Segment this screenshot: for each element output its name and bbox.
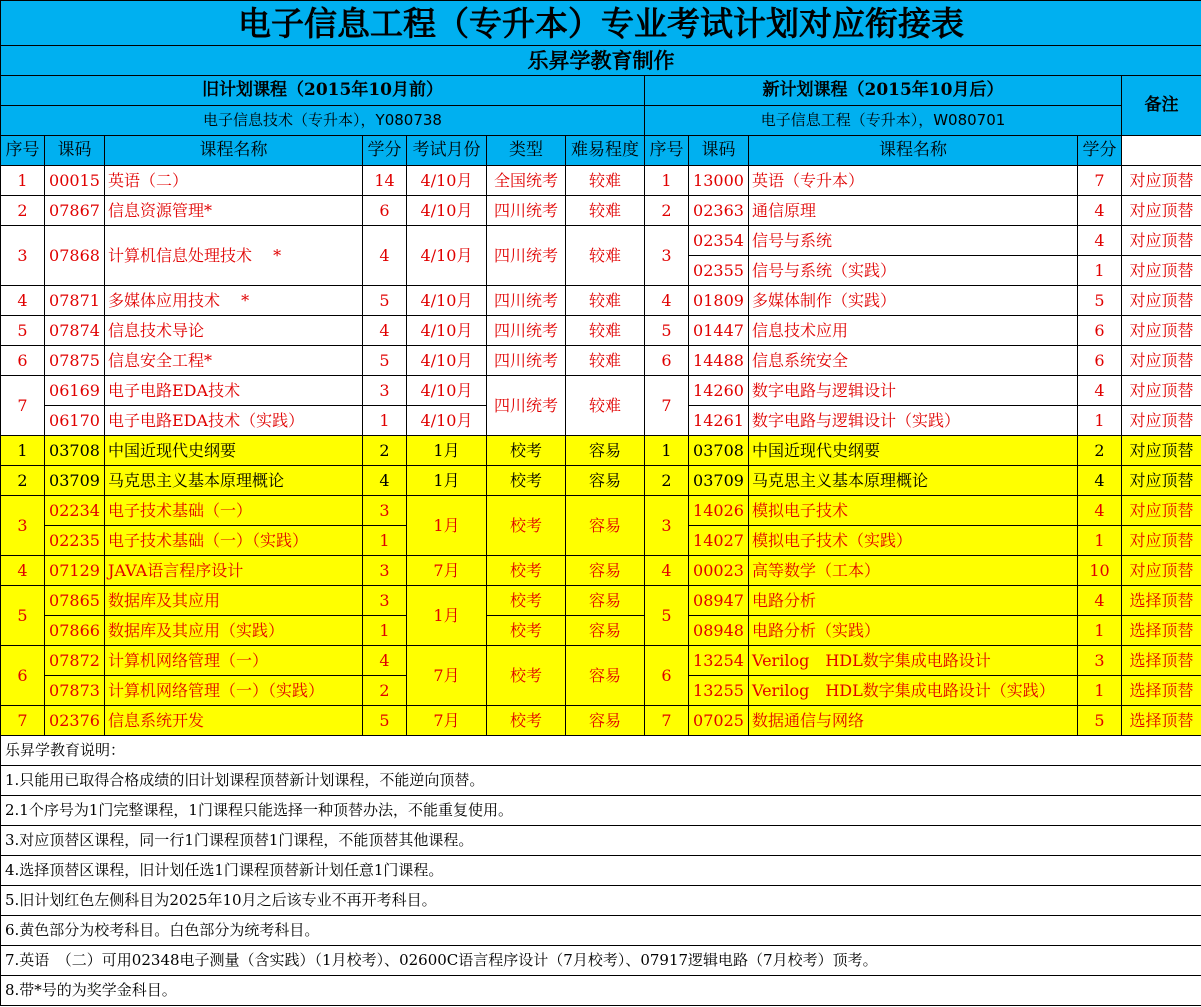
new-code: 13254 (689, 646, 749, 676)
remark: 对应顶替 (1122, 436, 1201, 466)
old-type: 校考 (487, 616, 566, 646)
new-credit: 6 (1078, 346, 1122, 376)
new-code: 00023 (689, 556, 749, 586)
note-line: 7.英语 （二）可用02348电子测量（含实践）（1月校考）、02600C语言程序设计（7月校考）、07917逻辑电路（7月校考）顶考。 (1, 946, 1201, 976)
new-name: Verilog HDL数字集成电路设计 (749, 646, 1078, 676)
old-month: 4/10月 (407, 226, 487, 286)
old-month: 7月 (407, 646, 487, 706)
new-code: 14261 (689, 406, 749, 436)
old-credit: 3 (363, 556, 407, 586)
old-code: 07866 (45, 616, 105, 646)
table-row (1, 226, 1201, 256)
old-credit: 5 (363, 346, 407, 376)
new-name: 信号与系统（实践） (749, 256, 1078, 286)
remark: 对应顶替 (1122, 376, 1201, 406)
remark: 选择顶替 (1122, 706, 1201, 736)
old-seq: 3 (1, 496, 45, 556)
new-name: 中国近现代史纲要 (749, 436, 1078, 466)
old-difficulty: 较难 (566, 346, 645, 376)
new-code: 01809 (689, 286, 749, 316)
new-name: 信息系统安全 (749, 346, 1078, 376)
new-plan-heading: 新计划课程（2015年10月后） (645, 76, 1122, 106)
note-line: 4.选择顶替区课程，旧计划任选1门课程顶替新计划任意1门课程。 (1, 856, 1201, 886)
new-seq: 6 (645, 646, 689, 706)
new-seq: 2 (645, 196, 689, 226)
old-credit: 3 (363, 376, 407, 406)
note-line: 2.1个序号为1门完整课程，1门课程只能选择一种顶替办法，不能重复使用。 (1, 796, 1201, 826)
old-seq: 4 (1, 286, 45, 316)
note-line: 1.只能用已取得合格成绩的旧计划课程顶替新计划课程，不能逆向顶替。 (1, 766, 1201, 796)
old-difficulty: 容易 (566, 646, 645, 706)
new-code: 08948 (689, 616, 749, 646)
new-seq: 6 (645, 346, 689, 376)
old-month: 4/10月 (407, 376, 487, 406)
old-difficulty: 容易 (566, 496, 645, 556)
remark: 对应顶替 (1122, 256, 1201, 286)
new-code: 14260 (689, 376, 749, 406)
old-name: JAVA语言程序设计 (105, 556, 363, 586)
remark-heading: 备注 (1122, 76, 1201, 136)
old-seq: 7 (1, 376, 45, 436)
old-code: 07875 (45, 346, 105, 376)
old-difficulty: 容易 (566, 586, 645, 616)
old-difficulty: 较难 (566, 226, 645, 286)
new-code: 02354 (689, 226, 749, 256)
remark: 对应顶替 (1122, 496, 1201, 526)
new-credit: 5 (1078, 706, 1122, 736)
old-credit: 4 (363, 466, 407, 496)
new-credit: 5 (1078, 286, 1122, 316)
old-month: 7月 (407, 556, 487, 586)
old-credit: 1 (363, 616, 407, 646)
maker-label: 乐昇学教育制作 (1, 46, 1201, 76)
old-credit: 14 (363, 166, 407, 196)
note-line: 5.旧计划红色左侧科目为2025年10月之后该专业不再开考科目。 (1, 886, 1201, 916)
old-name: 英语（二） (105, 166, 363, 196)
new-seq: 7 (645, 376, 689, 436)
new-seq: 4 (645, 556, 689, 586)
new-name: 数字电路与逻辑设计 (749, 376, 1078, 406)
old-credit: 2 (363, 676, 407, 706)
old-code: 07867 (45, 196, 105, 226)
old-difficulty: 较难 (566, 196, 645, 226)
old-type: 校考 (487, 646, 566, 706)
new-credit: 4 (1078, 376, 1122, 406)
old-type: 四川统考 (487, 346, 566, 376)
old-month: 4/10月 (407, 166, 487, 196)
old-credit: 4 (363, 226, 407, 286)
new-code: 02355 (689, 256, 749, 286)
new-name: 马克思主义基本原理概论 (749, 466, 1078, 496)
new-credit: 1 (1078, 406, 1122, 436)
col-name-new: 课程名称 (749, 136, 1078, 166)
old-type: 四川统考 (487, 196, 566, 226)
new-credit: 2 (1078, 436, 1122, 466)
old-name: 马克思主义基本原理概论 (105, 466, 363, 496)
old-difficulty: 较难 (566, 316, 645, 346)
old-credit: 4 (363, 646, 407, 676)
new-seq: 5 (645, 586, 689, 646)
old-name: 信息资源管理* (105, 196, 363, 226)
old-month: 1月 (407, 496, 487, 556)
old-name: 信息系统开发 (105, 706, 363, 736)
col-month: 考试月份 (407, 136, 487, 166)
new-code: 03708 (689, 436, 749, 466)
old-code: 06169 (45, 376, 105, 406)
remark: 选择顶替 (1122, 616, 1201, 646)
old-code: 07872 (45, 646, 105, 676)
new-code: 14027 (689, 526, 749, 556)
new-seq: 3 (645, 496, 689, 556)
remark: 选择顶替 (1122, 676, 1201, 706)
col-type: 类型 (487, 136, 566, 166)
old-seq: 5 (1, 586, 45, 646)
old-type: 校考 (487, 466, 566, 496)
old-name: 电子技术基础（一） (105, 496, 363, 526)
table-row (1, 346, 1201, 376)
new-credit: 4 (1078, 226, 1122, 256)
remark: 对应顶替 (1122, 286, 1201, 316)
table-row (1, 586, 1201, 616)
new-code: 08947 (689, 586, 749, 616)
old-code: 00015 (45, 166, 105, 196)
new-credit: 4 (1078, 466, 1122, 496)
new-name: 通信原理 (749, 196, 1078, 226)
remark: 对应顶替 (1122, 196, 1201, 226)
old-name: 信息安全工程* (105, 346, 363, 376)
note-line: 3.对应顶替区课程，同一行1门课程顶替1门课程，不能顶替其他课程。 (1, 826, 1201, 856)
new-credit: 4 (1078, 586, 1122, 616)
old-name: 计算机网络管理（一）（实践） (105, 676, 363, 706)
new-code: 07025 (689, 706, 749, 736)
new-credit: 3 (1078, 646, 1122, 676)
remark: 对应顶替 (1122, 466, 1201, 496)
old-type: 校考 (487, 556, 566, 586)
table-row (1, 496, 1201, 526)
col-credit-new: 学分 (1078, 136, 1122, 166)
new-name: 信号与系统 (749, 226, 1078, 256)
remark: 对应顶替 (1122, 226, 1201, 256)
old-difficulty: 容易 (566, 616, 645, 646)
table-row (1, 466, 1201, 496)
new-credit: 6 (1078, 316, 1122, 346)
old-type: 四川统考 (487, 376, 566, 436)
new-credit: 1 (1078, 616, 1122, 646)
old-month: 1月 (407, 586, 487, 646)
new-credit: 10 (1078, 556, 1122, 586)
new-name: 电路分析（实践） (749, 616, 1078, 646)
old-code: 07871 (45, 286, 105, 316)
old-seq: 1 (1, 436, 45, 466)
old-type: 四川统考 (487, 226, 566, 286)
table-row (1, 616, 1201, 646)
col-seq-new: 序号 (645, 136, 689, 166)
old-code: 07874 (45, 316, 105, 346)
new-name: 数字电路与逻辑设计（实践） (749, 406, 1078, 436)
col-code: 课码 (45, 136, 105, 166)
new-seq: 1 (645, 166, 689, 196)
old-credit: 3 (363, 496, 407, 526)
new-code: 01447 (689, 316, 749, 346)
old-type: 校考 (487, 586, 566, 616)
old-credit: 6 (363, 196, 407, 226)
old-difficulty: 容易 (566, 436, 645, 466)
remark: 对应顶替 (1122, 526, 1201, 556)
old-code: 07129 (45, 556, 105, 586)
remark: 对应顶替 (1122, 316, 1201, 346)
new-credit: 1 (1078, 676, 1122, 706)
old-difficulty: 较难 (566, 286, 645, 316)
old-seq: 2 (1, 466, 45, 496)
old-seq: 5 (1, 316, 45, 346)
new-seq: 3 (645, 226, 689, 286)
new-major: 电子信息工程（专升本），W080701 (645, 106, 1122, 136)
old-type: 校考 (487, 706, 566, 736)
old-credit: 3 (363, 586, 407, 616)
new-seq: 4 (645, 286, 689, 316)
notes-heading: 乐昇学教育说明： (1, 736, 1201, 766)
table-row (1, 286, 1201, 316)
old-name: 计算机网络管理（一） (105, 646, 363, 676)
old-difficulty: 容易 (566, 556, 645, 586)
remark: 对应顶替 (1122, 556, 1201, 586)
old-name: 多媒体应用技术 * (105, 286, 363, 316)
old-month: 4/10月 (407, 196, 487, 226)
table-row (1, 706, 1201, 736)
new-name: 模拟电子技术（实践） (749, 526, 1078, 556)
note-line: 6.黄色部分为校考科目。白色部分为统考科目。 (1, 916, 1201, 946)
old-name: 电子电路EDA技术 (105, 376, 363, 406)
col-code-new: 课码 (689, 136, 749, 166)
new-seq: 2 (645, 466, 689, 496)
old-seq: 7 (1, 706, 45, 736)
table-row (1, 376, 1201, 406)
table-row (1, 646, 1201, 676)
old-code: 02234 (45, 496, 105, 526)
new-name: 模拟电子技术 (749, 496, 1078, 526)
remark: 对应顶替 (1122, 406, 1201, 436)
old-name: 中国近现代史纲要 (105, 436, 363, 466)
old-code: 07873 (45, 676, 105, 706)
new-credit: 4 (1078, 196, 1122, 226)
old-credit: 5 (363, 706, 407, 736)
old-seq: 6 (1, 646, 45, 706)
old-plan-heading: 旧计划课程（2015年10月前） (1, 76, 645, 106)
page-title: 电子信息工程（专升本）专业考试计划对应衔接表 (1, 1, 1201, 46)
old-credit: 2 (363, 436, 407, 466)
new-seq: 1 (645, 436, 689, 466)
old-type: 校考 (487, 496, 566, 556)
new-code: 13000 (689, 166, 749, 196)
col-seq: 序号 (1, 136, 45, 166)
new-seq: 7 (645, 706, 689, 736)
old-seq: 2 (1, 196, 45, 226)
new-code: 13255 (689, 676, 749, 706)
remark: 对应顶替 (1122, 166, 1201, 196)
col-credit: 学分 (363, 136, 407, 166)
table-row (1, 436, 1201, 466)
col-difficulty: 难易程度 (566, 136, 645, 166)
old-type: 全国统考 (487, 166, 566, 196)
old-difficulty: 较难 (566, 166, 645, 196)
old-name: 电子技术基础（一）（实践） (105, 526, 363, 556)
old-name: 数据库及其应用 (105, 586, 363, 616)
new-name: 电路分析 (749, 586, 1078, 616)
new-name: 信息技术应用 (749, 316, 1078, 346)
old-code: 06170 (45, 406, 105, 436)
col-name: 课程名称 (105, 136, 363, 166)
new-name: 数据通信与网络 (749, 706, 1078, 736)
old-month: 4/10月 (407, 286, 487, 316)
note-line: 8.带*号的为奖学金科目。 (1, 976, 1201, 1006)
remark: 选择顶替 (1122, 646, 1201, 676)
table-row (1, 166, 1201, 196)
old-month: 7月 (407, 706, 487, 736)
old-name: 电子电路EDA技术（实践） (105, 406, 363, 436)
old-credit: 4 (363, 316, 407, 346)
old-month: 4/10月 (407, 406, 487, 436)
old-type: 四川统考 (487, 286, 566, 316)
new-credit: 7 (1078, 166, 1122, 196)
old-difficulty: 容易 (566, 706, 645, 736)
new-credit: 1 (1078, 256, 1122, 286)
new-code: 14488 (689, 346, 749, 376)
table-row (1, 316, 1201, 346)
new-name: 高等数学（工本） (749, 556, 1078, 586)
table-row (1, 196, 1201, 226)
old-code: 07868 (45, 226, 105, 286)
old-major: 电子信息技术（专升本），Y080738 (1, 106, 645, 136)
new-seq: 5 (645, 316, 689, 346)
old-seq: 1 (1, 166, 45, 196)
old-month: 4/10月 (407, 346, 487, 376)
new-name: Verilog HDL数字集成电路设计（实践） (749, 676, 1078, 706)
old-code: 02235 (45, 526, 105, 556)
remark: 选择顶替 (1122, 586, 1201, 616)
old-month: 4/10月 (407, 316, 487, 346)
table-row (1, 556, 1201, 586)
old-seq: 6 (1, 346, 45, 376)
old-code: 03708 (45, 436, 105, 466)
old-code: 02376 (45, 706, 105, 736)
old-difficulty: 较难 (566, 376, 645, 436)
new-code: 02363 (689, 196, 749, 226)
old-seq: 3 (1, 226, 45, 286)
old-month: 1月 (407, 466, 487, 496)
old-credit: 1 (363, 526, 407, 556)
old-type: 校考 (487, 436, 566, 466)
old-code: 03709 (45, 466, 105, 496)
new-name: 多媒体制作（实践） (749, 286, 1078, 316)
old-name: 数据库及其应用（实践） (105, 616, 363, 646)
new-credit: 4 (1078, 496, 1122, 526)
new-name: 英语（专升本） (749, 166, 1078, 196)
new-code: 14026 (689, 496, 749, 526)
new-credit: 1 (1078, 526, 1122, 556)
old-difficulty: 容易 (566, 466, 645, 496)
old-credit: 5 (363, 286, 407, 316)
old-seq: 4 (1, 556, 45, 586)
old-name: 计算机信息处理技术 * (105, 226, 363, 286)
old-credit: 1 (363, 406, 407, 436)
old-code: 07865 (45, 586, 105, 616)
new-code: 03709 (689, 466, 749, 496)
old-name: 信息技术导论 (105, 316, 363, 346)
old-type: 四川统考 (487, 316, 566, 346)
old-month: 1月 (407, 436, 487, 466)
remark: 对应顶替 (1122, 346, 1201, 376)
